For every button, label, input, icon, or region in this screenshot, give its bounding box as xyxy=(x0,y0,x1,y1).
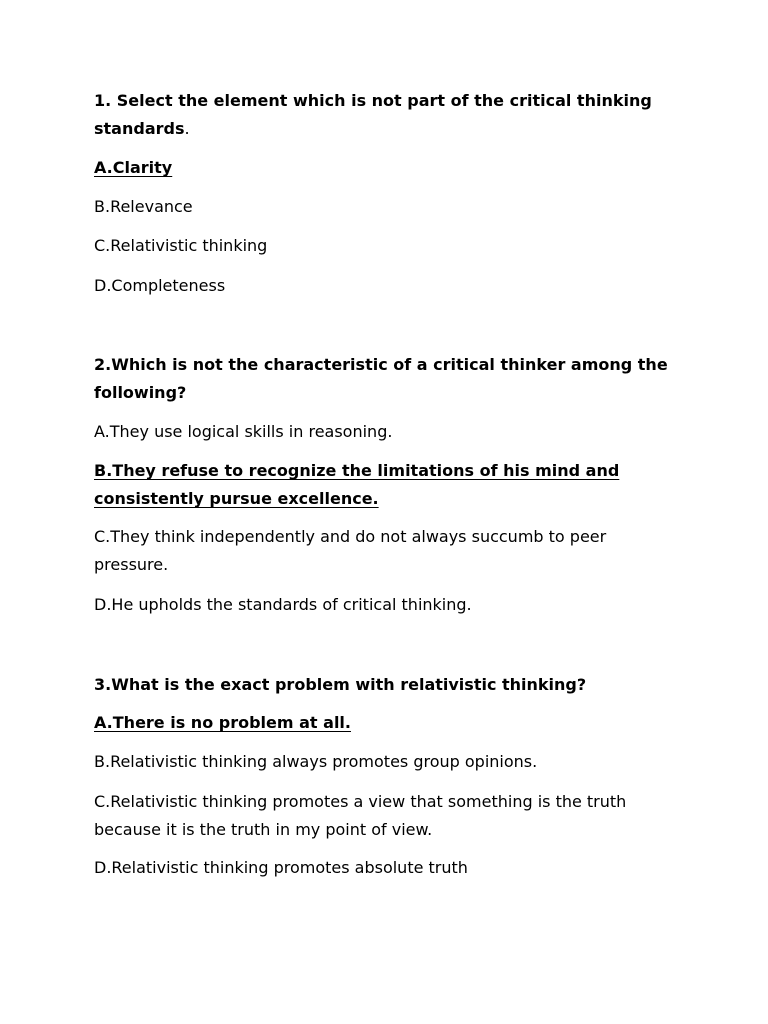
question-2-option-b: B.They refuse to recognize the limitations of his mind and consistently pursue excellence. xyxy=(94,461,620,508)
question-3-option-c: C.Relativistic thinking promotes a view that something is the truth because it is the truth in my point of view. xyxy=(94,792,627,839)
question-1-option-a: A.Clarity xyxy=(94,158,173,177)
question-2-title: 2.Which is not the characteristic of a critical thinker among the following? xyxy=(94,355,668,402)
question-1-title-main: 1. Select the element which is not part of the critical thinking standards xyxy=(94,91,652,138)
question-2-option-c: C.They think independently and do not always succumb to peer pressure. xyxy=(94,527,607,574)
question-2-option-d: D.He upholds the standards of critical thinking. xyxy=(94,595,472,614)
question-1-option-d: D.Completeness xyxy=(94,276,226,295)
question-3-title: 3.What is the exact problem with relativistic thinking? xyxy=(94,675,587,694)
question-1-title-end: . xyxy=(184,119,190,138)
question-3-option-b: B.Relativistic thinking always promotes group opinions. xyxy=(94,752,538,771)
question-2-option-a: A.They use logical skills in reasoning. xyxy=(94,422,393,441)
question-3-option-a: A.There is no problem at all. xyxy=(94,713,351,732)
question-1-option-b: B.Relevance xyxy=(94,197,193,216)
question-1-title xyxy=(94,87,684,143)
question-3-option-d: D.Relativistic thinking promotes absolute truth xyxy=(94,858,468,877)
question-1-option-c: C.Relativistic thinking xyxy=(94,236,268,255)
